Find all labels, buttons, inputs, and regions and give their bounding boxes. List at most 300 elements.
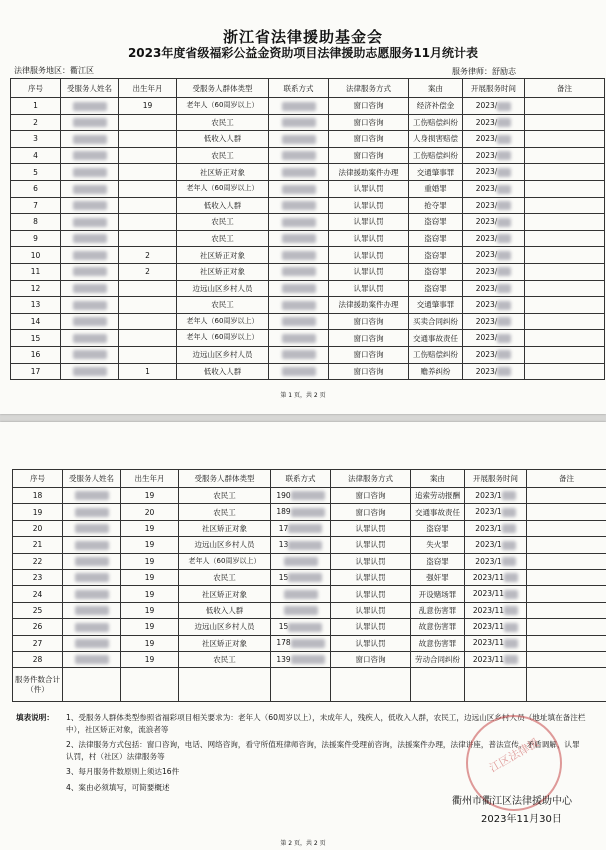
cell-birth (119, 280, 177, 297)
cell-name (61, 330, 119, 347)
redacted-value (73, 301, 107, 310)
redacted-value (284, 557, 318, 566)
cell-name (63, 488, 121, 504)
cell-time (465, 586, 527, 602)
redacted-value (75, 655, 109, 664)
table-row (13, 537, 606, 553)
cell-time (463, 330, 525, 347)
birth-prefix: 19 (144, 556, 155, 566)
table-row (11, 230, 605, 247)
redacted-value (282, 317, 316, 326)
redacted-value (73, 334, 107, 343)
cell-name (61, 214, 119, 231)
cell-birth (119, 247, 177, 264)
header-remark: 备注 (527, 470, 606, 488)
note-item: 1、受服务人群体类型参照省福彩项目相关要求为：老年人（60周岁以上），未成年人，残疾人，低收入人群，农民工，边远山区乡村人员（地址填在备注栏中），社区矫正对象，流浪者等 (66, 713, 586, 734)
cell-method: 认罪认罚 (331, 619, 411, 635)
cell-remark (525, 230, 605, 247)
time-prefix: 2023/11 (472, 572, 505, 582)
cell-birth (121, 635, 179, 651)
redacted-value (75, 606, 109, 615)
contact-prefix: 17 (278, 523, 289, 533)
redacted-value (282, 118, 316, 127)
cell-birth (121, 586, 179, 602)
cell-group: 老年人（60周岁以上） (179, 553, 271, 569)
cell-contact (269, 114, 329, 131)
time-prefix: 2023/ (475, 349, 498, 359)
cell-birth (121, 553, 179, 569)
cell-birth (121, 520, 179, 536)
cell-contact (269, 330, 329, 347)
cell-method: 窗口咨询 (329, 98, 409, 115)
redacted-value (502, 491, 516, 500)
cell-no: 27 (13, 635, 63, 651)
cell-case: 劳动合同纠纷 (411, 651, 465, 667)
table-row (13, 569, 606, 585)
redacted-value (75, 573, 109, 582)
redacted-value (288, 524, 322, 533)
redacted-value (282, 218, 316, 227)
cell-birth (121, 602, 179, 618)
contact-prefix: 178 (276, 638, 291, 648)
cell-method: 认罪认罚 (331, 586, 411, 602)
redacted-value (497, 218, 511, 227)
cell-remark (525, 247, 605, 264)
table-row (11, 131, 605, 148)
redacted-value (502, 557, 516, 566)
cell-contact (271, 602, 331, 618)
redacted-value (282, 234, 316, 243)
redacted-value (73, 267, 107, 276)
cell-remark (525, 313, 605, 330)
cell-remark (527, 651, 606, 667)
cell-name (61, 131, 119, 148)
cell-remark (527, 537, 606, 553)
redacted-value (73, 168, 107, 177)
service-region: 法律服务地区：衢江区 (14, 66, 94, 75)
birth-prefix: 2 (145, 250, 150, 260)
cell-contact (271, 635, 331, 651)
cell-no: 21 (13, 537, 63, 553)
table-row (13, 635, 606, 651)
birth-prefix: 2 (145, 267, 150, 277)
cell-method: 认罪认罚 (329, 263, 409, 280)
cell-method: 窗口咨询 (329, 330, 409, 347)
redacted-value (291, 491, 325, 500)
service-table-2 (12, 469, 606, 702)
cell-contact (271, 619, 331, 635)
redacted-value (75, 639, 109, 648)
birth-prefix: 20 (144, 507, 155, 517)
page-title: 浙江省法律援助基金会 (222, 28, 383, 46)
cell-no: 17 (11, 363, 61, 380)
cell-case: 重婚罪 (409, 180, 463, 197)
cell-case: 盗窃罪 (409, 230, 463, 247)
page-number: 第 1 页，共 2 页 (280, 392, 326, 399)
cell-case: 工伤赔偿纠纷 (409, 346, 463, 363)
redacted-value (282, 151, 316, 160)
redacted-value (75, 590, 109, 599)
cell-name (61, 297, 119, 314)
table-row (13, 553, 606, 569)
redacted-value (73, 251, 107, 260)
cell-birth (121, 651, 179, 667)
cell-case: 交通肇事罪 (409, 164, 463, 181)
table-row (11, 114, 605, 131)
table-row (13, 504, 606, 520)
cell-group: 农民工 (179, 651, 271, 667)
cell-name (63, 586, 121, 602)
time-prefix: 2023/ (475, 217, 498, 227)
header-name: 受服务人姓名 (61, 79, 119, 98)
cell-remark (525, 114, 605, 131)
redacted-value (75, 508, 109, 517)
birth-prefix: 19 (144, 605, 155, 615)
cell-birth (121, 569, 179, 585)
table-row (13, 488, 606, 504)
cell-group: 社区矫正对象 (179, 520, 271, 536)
time-prefix: 2023/11 (472, 605, 505, 615)
cell-case: 工伤赔偿纠纷 (409, 147, 463, 164)
cell-birth (121, 504, 179, 520)
cell-name (63, 553, 121, 569)
redacted-value (284, 606, 318, 615)
redacted-value (502, 524, 516, 533)
cell-case: 盗窃罪 (409, 247, 463, 264)
cell-remark (525, 280, 605, 297)
redacted-value (502, 508, 516, 517)
cell-birth (121, 537, 179, 553)
cell-contact (269, 214, 329, 231)
cell-remark (527, 504, 606, 520)
cell-contact (269, 297, 329, 314)
redacted-value (282, 185, 316, 194)
cell-no: 3 (11, 131, 61, 148)
cell-method: 窗口咨询 (331, 651, 411, 667)
cell-no: 19 (13, 504, 63, 520)
table-row (13, 602, 606, 618)
cell-group: 农民工 (177, 214, 269, 231)
cell-no: 11 (11, 263, 61, 280)
cell-no: 12 (11, 280, 61, 297)
cell-name (63, 520, 121, 536)
cell-name (61, 180, 119, 197)
cell-name (61, 230, 119, 247)
table-row (11, 147, 605, 164)
time-prefix: 2023/11 (472, 622, 505, 632)
header-contact: 联系方式 (271, 470, 331, 488)
cell-contact (271, 586, 331, 602)
cell-birth (119, 147, 177, 164)
note-item: 4、案由必须填写，可简要概述 (66, 782, 170, 792)
cell-no: 18 (13, 488, 63, 504)
cell-name (63, 619, 121, 635)
redacted-value (497, 102, 511, 111)
cell-birth (119, 131, 177, 148)
redacted-value (75, 623, 109, 632)
cell-no: 9 (11, 230, 61, 247)
redacted-value (73, 317, 107, 326)
cell-time (463, 263, 525, 280)
cell-contact (269, 147, 329, 164)
cell-no: 1 (11, 98, 61, 115)
cell-name (61, 263, 119, 280)
notes-label: 填表说明： (16, 713, 54, 722)
cell-group: 社区矫正对象 (179, 586, 271, 602)
issue-date: 2023年11月30日 (481, 814, 562, 825)
cell-method: 窗口咨询 (329, 114, 409, 131)
cell-name (61, 164, 119, 181)
time-prefix: 2023/ (475, 167, 498, 177)
cell-remark (525, 330, 605, 347)
redacted-value (75, 491, 109, 500)
redacted-value (282, 350, 316, 359)
cell-no: 13 (11, 297, 61, 314)
redacted-value (497, 135, 511, 144)
redacted-value (73, 118, 107, 127)
cell-time (463, 280, 525, 297)
redacted-value (73, 367, 107, 376)
cell-remark (527, 619, 606, 635)
seal-text: 江区法律援 (487, 736, 542, 775)
redacted-value (497, 185, 511, 194)
header-group: 受服务人群体类型 (179, 470, 271, 488)
contact-prefix: 139 (276, 654, 291, 664)
header-no: 序号 (11, 79, 61, 98)
time-prefix: 2023/ (475, 316, 498, 326)
cell-group: 老年人（60周岁以上） (177, 330, 269, 347)
cell-case: 强奸罪 (411, 569, 465, 585)
time-prefix: 2023/ (475, 200, 498, 210)
table-row (11, 164, 605, 181)
cell-time (463, 214, 525, 231)
cell-contact (271, 569, 331, 585)
cell-method: 窗口咨询 (331, 504, 411, 520)
cell-contact (269, 197, 329, 214)
cell-no: 26 (13, 619, 63, 635)
table-row (11, 180, 605, 197)
cell-method: 认罪认罚 (331, 520, 411, 536)
cell-no: 10 (11, 247, 61, 264)
cell-time (463, 297, 525, 314)
cell-contact (269, 263, 329, 280)
cell-method: 窗口咨询 (329, 363, 409, 380)
birth-prefix: 19 (144, 491, 155, 501)
header-remark: 备注 (525, 79, 605, 98)
service-table-1 (10, 78, 605, 380)
header-case: 案由 (411, 470, 465, 488)
cell-method: 认罪认罚 (331, 569, 411, 585)
cell-birth (119, 214, 177, 231)
cell-time (465, 537, 527, 553)
birth-prefix: 19 (144, 622, 155, 632)
cell-no: 20 (13, 520, 63, 536)
cell-no: 4 (11, 147, 61, 164)
time-prefix: 2023/ (475, 266, 498, 276)
header-time: 开展服务时间 (465, 470, 527, 488)
cell-group: 农民工 (179, 504, 271, 520)
cell-contact (269, 131, 329, 148)
time-prefix: 2023/ (475, 366, 498, 376)
cell-contact (269, 280, 329, 297)
cell-no: 24 (13, 586, 63, 602)
time-prefix: 2023/ (475, 233, 498, 243)
header-birth: 出生年月 (121, 470, 179, 488)
form-page-2 (0, 422, 606, 850)
time-prefix: 2023/ (475, 134, 498, 144)
redacted-value (291, 639, 325, 648)
cell-case: 抢夺罪 (409, 197, 463, 214)
cell-no: 15 (11, 330, 61, 347)
contact-prefix: 15 (278, 572, 289, 582)
cell-group: 社区矫正对象 (179, 635, 271, 651)
time-prefix: 2023/ (475, 150, 498, 160)
birth-prefix: 19 (144, 523, 155, 533)
cell-group: 老年人（60周岁以上） (177, 98, 269, 115)
table-row (11, 346, 605, 363)
redacted-value (288, 541, 322, 550)
cell-name (61, 197, 119, 214)
cell-time (463, 346, 525, 363)
time-prefix: 2023/11 (472, 638, 505, 648)
time-prefix: 2023/1 (475, 556, 502, 566)
cell-method: 窗口咨询 (329, 131, 409, 148)
cell-contact (271, 504, 331, 520)
time-prefix: 2023/ (475, 283, 498, 293)
cell-group: 社区矫正对象 (177, 247, 269, 264)
cell-time (463, 247, 525, 264)
redacted-value (73, 201, 107, 210)
table-row (13, 619, 606, 635)
redacted-value (282, 267, 316, 276)
redacted-value (73, 350, 107, 359)
cell-group: 老年人（60周岁以上） (177, 180, 269, 197)
redacted-value (497, 168, 511, 177)
cell-method: 窗口咨询 (329, 147, 409, 164)
cell-no: 5 (11, 164, 61, 181)
cell-remark (527, 586, 606, 602)
cell-time (465, 504, 527, 520)
header-case: 案由 (409, 79, 463, 98)
header-birth: 出生年月 (119, 79, 177, 98)
cell-time (463, 98, 525, 115)
redacted-value (282, 168, 316, 177)
cell-remark (525, 164, 605, 181)
table-row (11, 297, 605, 314)
cell-remark (525, 214, 605, 231)
redacted-value (73, 151, 107, 160)
cell-birth (119, 114, 177, 131)
cell-name (63, 569, 121, 585)
redacted-value (504, 590, 518, 599)
time-prefix: 2023/11 (472, 589, 505, 599)
cell-contact (269, 346, 329, 363)
contact-prefix: 189 (276, 507, 291, 517)
cell-group: 老年人（60周岁以上） (177, 313, 269, 330)
cell-remark (527, 488, 606, 504)
cell-time (465, 651, 527, 667)
cell-remark (527, 635, 606, 651)
cell-birth (119, 180, 177, 197)
cell-no: 22 (13, 553, 63, 569)
cell-name (63, 602, 121, 618)
cell-group: 边远山区乡村人员 (177, 346, 269, 363)
cell-name (61, 98, 119, 115)
cell-group: 边远山区乡村人员 (179, 537, 271, 553)
cell-no: 7 (11, 197, 61, 214)
cell-group: 农民工 (179, 569, 271, 585)
cell-time (465, 488, 527, 504)
birth-prefix: 1 (145, 366, 150, 376)
cell-birth (119, 313, 177, 330)
cell-case: 交通肇事罪 (409, 297, 463, 314)
birth-prefix: 19 (142, 101, 153, 111)
redacted-value (504, 639, 518, 648)
cell-birth (121, 488, 179, 504)
cell-name (63, 537, 121, 553)
cell-method: 认罪认罚 (329, 247, 409, 264)
cell-birth (119, 297, 177, 314)
time-prefix: 2023/1 (475, 490, 502, 500)
header-group: 受服务人群体类型 (177, 79, 269, 98)
redacted-value (73, 218, 107, 227)
cell-contact (269, 230, 329, 247)
cell-time (465, 520, 527, 536)
cell-case: 盗窃罪 (411, 553, 465, 569)
table-row (11, 263, 605, 280)
cell-case: 追索劳动报酬 (411, 488, 465, 504)
header-name: 受服务人姓名 (63, 470, 121, 488)
cell-remark (527, 553, 606, 569)
cell-method: 窗口咨询 (329, 346, 409, 363)
cell-time (465, 602, 527, 618)
table-row (11, 197, 605, 214)
table-header-row (13, 470, 606, 488)
cell-group: 低收入人群 (177, 131, 269, 148)
cell-group: 农民工 (177, 230, 269, 247)
redacted-value (497, 251, 511, 260)
cell-method: 法律援助案件办理 (329, 164, 409, 181)
table-row (11, 363, 605, 380)
cell-case: 乱意伤害罪 (411, 602, 465, 618)
cell-case: 开设赌场罪 (411, 586, 465, 602)
cell-method: 窗口咨询 (331, 488, 411, 504)
redacted-value (73, 234, 107, 243)
cell-remark (525, 98, 605, 115)
cell-birth (119, 98, 177, 115)
cell-remark (525, 363, 605, 380)
cell-no: 2 (11, 114, 61, 131)
cell-contact (269, 98, 329, 115)
time-prefix: 2023/ (475, 117, 498, 127)
redacted-value (75, 524, 109, 533)
birth-prefix: 19 (144, 540, 155, 550)
table-header-row (11, 79, 605, 98)
redacted-value (497, 284, 511, 293)
cell-contact (271, 537, 331, 553)
page-number: 第 2 页，共 2 页 (280, 840, 326, 847)
redacted-value (504, 623, 518, 632)
birth-prefix: 19 (144, 573, 155, 583)
time-prefix: 2023/ (475, 101, 498, 111)
cell-group: 农民工 (177, 147, 269, 164)
cell-contact (271, 553, 331, 569)
cell-no: 16 (11, 346, 61, 363)
cell-case: 买卖合同纠纷 (409, 313, 463, 330)
header-method: 法律服务方式 (331, 470, 411, 488)
redacted-value (282, 135, 316, 144)
cell-name (61, 147, 119, 164)
